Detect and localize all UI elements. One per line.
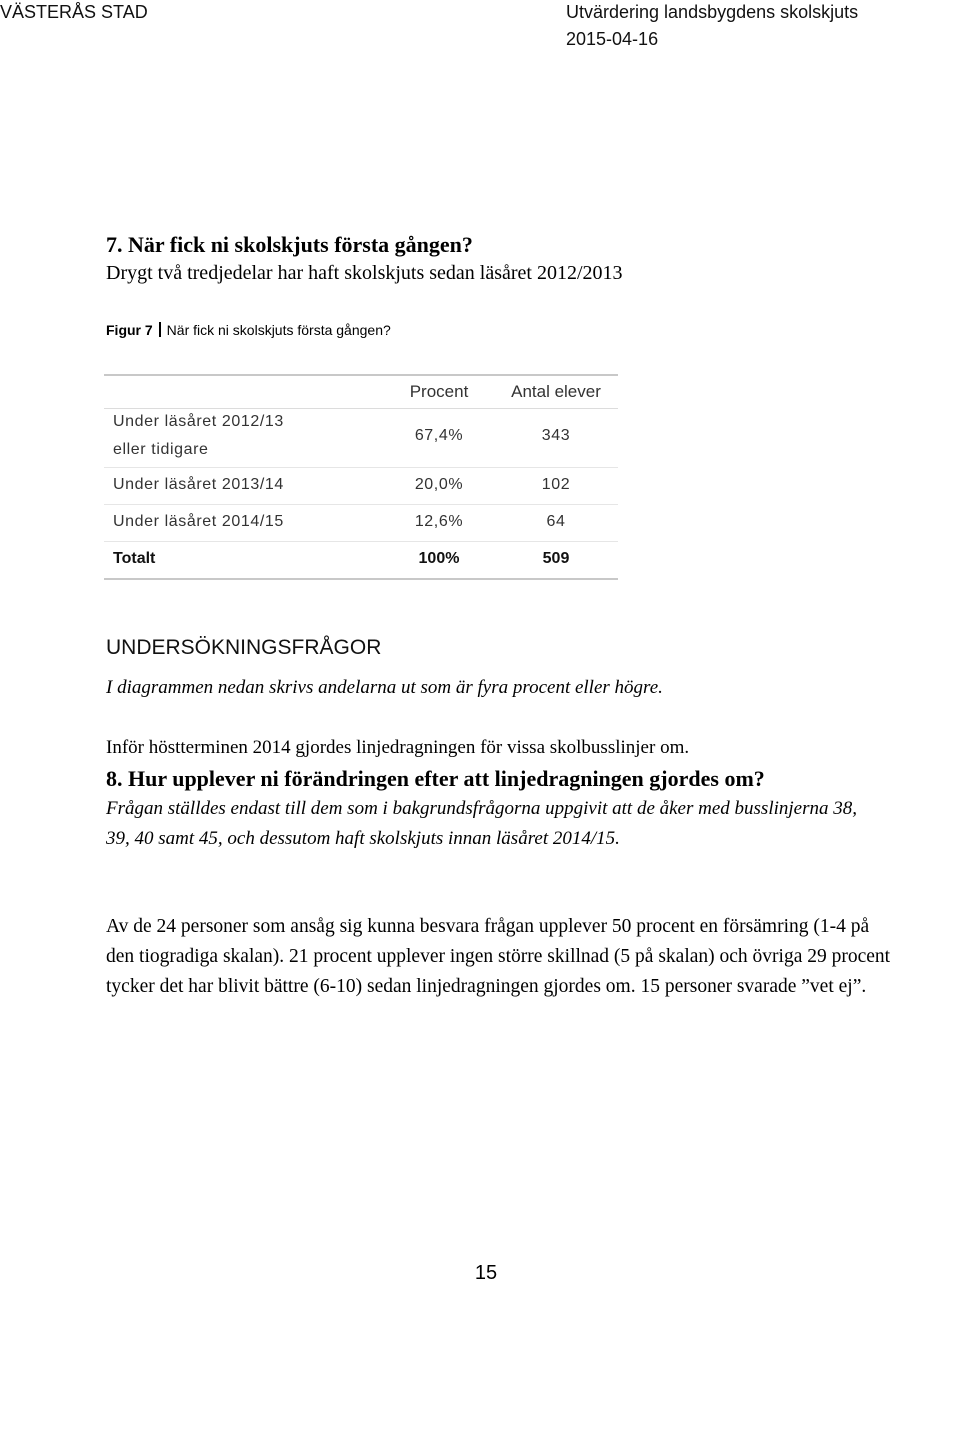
- table-total-row: [104, 542, 618, 580]
- row-percent: 67,4%: [414, 427, 464, 444]
- row-label-line1: Under läsåret 2012/13: [113, 413, 284, 430]
- survey-note: I diagrammen nedan skrivs andelarna ut som är fyra procent eller högre.: [106, 677, 663, 698]
- row-count: 343: [541, 427, 571, 444]
- figure-caption: [106, 322, 391, 338]
- caption-divider: [159, 322, 161, 337]
- section-7-subtitle: Drygt två tredjedelar har haft skolskjuts sedan läsåret 2012/2013: [106, 262, 623, 284]
- header-organization: VÄSTERÅS STAD: [0, 2, 148, 22]
- figure-caption-text: När fick ni skolskjuts första gången?: [166, 322, 391, 338]
- row-count: 102: [541, 476, 571, 493]
- header-report-title: Utvärdering landsbygdens skolskjuts: [566, 2, 859, 22]
- total-label: Totalt: [113, 550, 156, 567]
- figure-label: Figur 7: [106, 322, 153, 338]
- row-percent: 12,6%: [414, 513, 464, 530]
- column-header-percent: Procent: [409, 382, 469, 401]
- total-count: 509: [542, 550, 570, 567]
- survey-questions-heading: UNDERSÖKNINGSFRÅGOR: [106, 636, 382, 659]
- row-label: Under läsåret 2013/14: [113, 476, 284, 493]
- table-row: [104, 505, 618, 542]
- table-header-row: [104, 374, 618, 409]
- row-percent: 20,0%: [414, 476, 464, 493]
- first-time-table: [104, 374, 618, 580]
- row-label-line2: eller tidigare: [113, 441, 209, 458]
- section-8-italic-paragraph: Frågan ställdes endast till dem som i bakgrundsfrågorna uppgivit att de åker med busslinjerna 38, 39, 40 samt 45, och dessutom haft skolskjuts innan läsåret 2014/15.: [106, 798, 857, 849]
- header-date: 2015-04-16: [566, 29, 659, 49]
- section-8-intro: Inför höstterminen 2014 gjordes linjedragningen för vissa skolbusslinjer om.: [106, 737, 690, 758]
- table-row: [104, 468, 618, 505]
- row-label: Under läsåret 2014/15: [113, 513, 284, 530]
- section-8-paragraph: Av de 24 personer som ansåg sig kunna besvara frågan upplever 50 procent en försämring (1-4 på den tiogradiga skalan). 21 procent upplever ingen större skillnad (5 på skalan) och övriga 29 procent tycker det har blivit bättre (6-10) sedan linjedragningen gjordes om. 15 personer svarade ”vet ej”.: [106, 916, 891, 997]
- section-7-heading: 7. När fick ni skolskjuts första gången?: [106, 232, 473, 257]
- row-count: 64: [546, 513, 566, 530]
- table-row: [104, 409, 618, 468]
- total-percent: 100%: [418, 550, 460, 567]
- section-8-heading: 8. Hur upplever ni förändringen efter att linjedragningen gjordes om?: [106, 766, 765, 791]
- page-number: 15: [474, 1262, 498, 1284]
- column-header-count: Antal elever: [511, 382, 601, 401]
